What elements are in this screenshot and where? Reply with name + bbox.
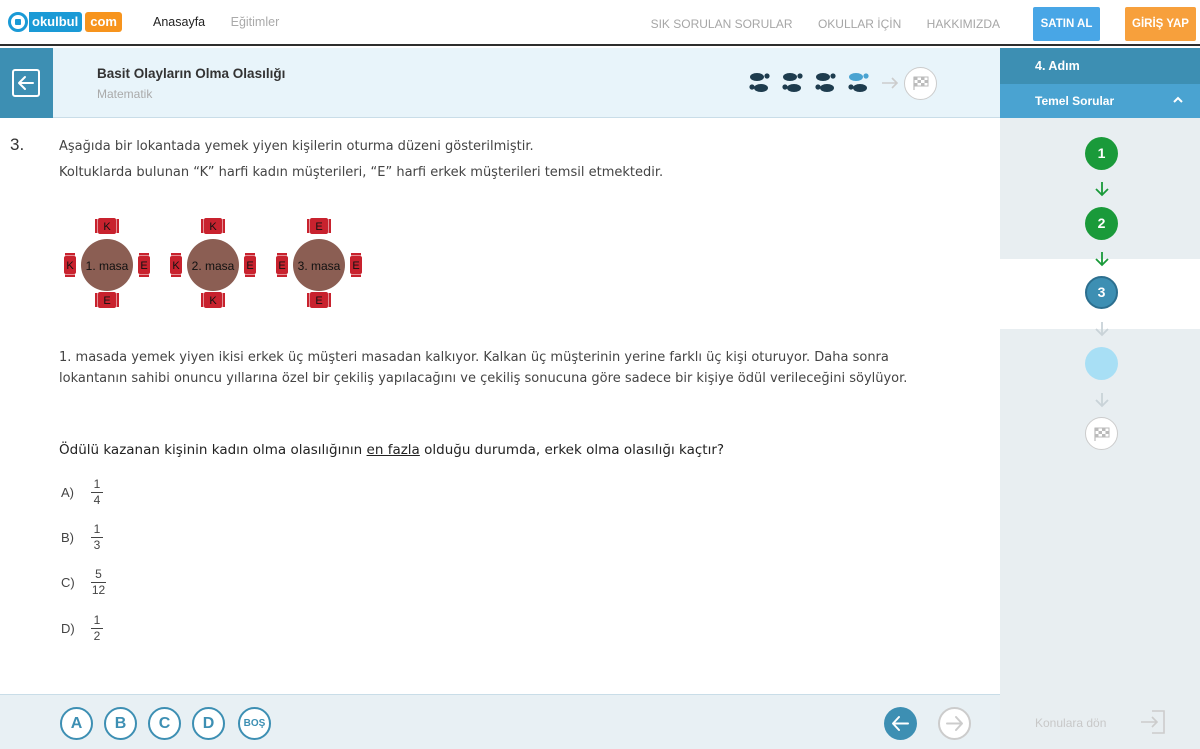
fraction-denominator: 2 (93, 629, 101, 643)
question-intro-line2: Koltuklarda bulunan “K” harfi kadın müşterileri, “E” harfi erkek müşterileri temsil etmektedir. (59, 165, 664, 180)
checkered-flag-icon (1093, 426, 1111, 442)
answer-d-button[interactable]: D (192, 707, 225, 740)
chair-arm (223, 219, 226, 233)
sidebar-section-title: Temel Sorular (1035, 94, 1115, 108)
chair-arm (245, 253, 255, 256)
chair-letter: E (352, 260, 360, 272)
question-prompt-emphasis: en fazla (366, 442, 420, 458)
sidebar-question-1[interactable]: 1 (1085, 137, 1118, 170)
chair-letter: E (315, 221, 323, 233)
arrow-down-icon (1093, 250, 1111, 268)
answer-blank-button[interactable]: BOŞ (238, 707, 271, 740)
logo-icon (8, 12, 28, 32)
question-prompt-pre: Ödülü kazanan kişinin kadın olma olasılığının (59, 442, 367, 458)
sidebar-question-2[interactable]: 2 (1085, 207, 1118, 240)
nav-faq-link[interactable]: SIK SORULAN SORULAR (650, 17, 793, 31)
chair-letter: E (246, 260, 254, 272)
top-navbar (0, 0, 1200, 46)
arrow-right-icon (880, 75, 900, 91)
chair-left (276, 253, 288, 277)
chair-arm (245, 275, 255, 278)
chair-bottom (95, 292, 119, 308)
chair-arm (201, 219, 204, 233)
question-intro-line1: Aşağıda bir lokantada yemek yiyen kişilerin oturma düzeni gösterilmiştir. (59, 139, 534, 154)
chair-arm (277, 275, 287, 278)
option-fraction (91, 568, 106, 597)
chair-letter: E (103, 295, 111, 307)
chair-arm (171, 275, 181, 278)
dining-table-3 (276, 218, 362, 308)
fraction-numerator: 1 (93, 477, 101, 491)
chair-top (307, 218, 331, 234)
question-prompt (59, 442, 724, 458)
chair-arm (223, 293, 226, 307)
chair-right (244, 253, 256, 277)
chair-letter: K (103, 221, 111, 233)
fraction-denominator: 4 (93, 493, 101, 507)
sidebar-finish (1085, 417, 1118, 450)
table-label: 3. masa (297, 259, 341, 273)
chevron-up-icon (1172, 95, 1184, 105)
arrow-right-icon (940, 709, 969, 738)
chair-arm (65, 253, 75, 256)
login-button[interactable]: GİRİŞ YAP (1125, 7, 1196, 41)
question-prompt-post: olduğu durumda, erkek olma olasılığı kaçtır? (419, 442, 725, 458)
question-number: 3. (10, 135, 25, 154)
answer-bar (0, 694, 1000, 749)
chair-arm (329, 219, 332, 233)
chair-arm (117, 293, 120, 307)
chair-bottom (307, 292, 331, 308)
chair-arm (65, 275, 75, 278)
footstep-icon (781, 70, 807, 96)
previous-question-button[interactable] (884, 707, 917, 740)
chair-right (350, 253, 362, 277)
fraction-numerator: 1 (93, 522, 101, 536)
chair-arm (329, 293, 332, 307)
chair-arm (307, 293, 310, 307)
checkered-flag-icon (912, 75, 930, 91)
logo-name: okulbul (29, 12, 82, 32)
option-label: B) (61, 530, 74, 545)
table-label: 1. masa (85, 259, 129, 273)
option-d[interactable] (61, 614, 103, 643)
chair-arm (139, 275, 149, 278)
logo-com: com (85, 12, 122, 32)
option-a[interactable] (61, 478, 103, 507)
question-paragraph: 1. masada yemek yiyen ikisi erkek üç müşteri masadan kalkıyor. Kalkan üç müşterinin yerine farklı üç kişi oturuyor. Daha sonra lokantanın sahibi onuncu yıllarına özel bir çekiliş yapılacağını ve çekiliş sonucuna göre sadece bir kişiye ödül verileceğini söylüyor. (59, 350, 908, 386)
finish-flag (904, 67, 937, 100)
chair-left (170, 253, 182, 277)
chair-left (64, 253, 76, 277)
chair-letter: K (209, 295, 217, 307)
option-label: C) (61, 575, 75, 590)
progress-steps (748, 67, 937, 99)
option-fraction (91, 523, 103, 552)
chair-arm (95, 219, 98, 233)
arrow-down-icon (1093, 320, 1111, 338)
lesson-title: Basit Olayların Olma Olasılığı (97, 66, 286, 81)
buy-button[interactable]: SATIN AL (1033, 7, 1100, 41)
lesson-header (0, 48, 1000, 118)
option-label: D) (61, 621, 75, 636)
option-fraction (91, 614, 103, 643)
chair-top (201, 218, 225, 234)
nav-left (153, 15, 301, 29)
chair-letter: K (172, 260, 180, 272)
chair-letter: E (278, 260, 286, 272)
chair-letter: E (140, 260, 148, 272)
lesson-subject: Matematik (97, 87, 153, 101)
answer-b-button[interactable]: B (104, 707, 137, 740)
sidebar-question-3[interactable]: 3 (1085, 276, 1118, 309)
option-label: A) (61, 485, 74, 500)
option-fraction (91, 478, 103, 507)
dining-table-1 (64, 218, 150, 308)
back-to-topics-link[interactable]: Konulara dön (1035, 716, 1107, 730)
chair-arm (351, 275, 361, 278)
chair-arm (351, 253, 361, 256)
chair-arm (139, 253, 149, 256)
chair-arm (277, 253, 287, 256)
nav-home-link[interactable]: Anasayfa (153, 15, 206, 29)
back-button[interactable] (0, 48, 53, 118)
nav-trainings-link[interactable]: Eğitimler (230, 15, 280, 29)
chair-arm (95, 293, 98, 307)
sidebar-step-header (1000, 48, 1200, 84)
fraction-numerator: 1 (93, 613, 101, 627)
fraction-denominator: 3 (93, 538, 101, 552)
chair-right (138, 253, 150, 277)
chair-letter: K (66, 260, 74, 272)
chair-letter: K (209, 221, 217, 233)
exit-icon[interactable] (1138, 708, 1168, 736)
fraction-numerator: 5 (95, 567, 102, 581)
dining-table-2 (170, 218, 256, 308)
chair-bottom (201, 292, 225, 308)
sidebar-section-toggle[interactable] (1000, 84, 1200, 118)
sidebar-step-title: 4. Adım (1035, 59, 1080, 73)
sidebar-question-4[interactable] (1085, 347, 1118, 380)
step-sidebar (1000, 48, 1200, 749)
okulbul-logo[interactable] (8, 11, 122, 33)
chair-arm (117, 219, 120, 233)
option-b[interactable] (61, 523, 103, 552)
arrow-down-icon (1093, 180, 1111, 198)
footstep-icon (814, 70, 840, 96)
table-label: 2. masa (191, 259, 235, 273)
chair-arm (171, 253, 181, 256)
arrow-down-icon (1093, 391, 1111, 409)
chair-letter: E (315, 295, 323, 307)
arrow-left-icon (17, 74, 35, 92)
answer-a-button[interactable]: A (60, 707, 93, 740)
chair-arm (201, 293, 204, 307)
arrow-left-icon (884, 707, 917, 740)
seating-diagram (55, 210, 375, 315)
footstep-icon (847, 70, 873, 96)
fraction-denominator: 12 (91, 583, 106, 597)
next-question-button[interactable] (938, 707, 971, 740)
footstep-icon (748, 70, 774, 96)
option-c[interactable] (61, 568, 106, 597)
chair-arm (307, 219, 310, 233)
chair-top (95, 218, 119, 234)
nav-about-link[interactable]: HAKKIMIZDA (926, 17, 1000, 31)
nav-right (629, 17, 1000, 31)
answer-c-button[interactable]: C (148, 707, 181, 740)
nav-schools-link[interactable]: OKULLAR İÇİN (817, 17, 902, 31)
